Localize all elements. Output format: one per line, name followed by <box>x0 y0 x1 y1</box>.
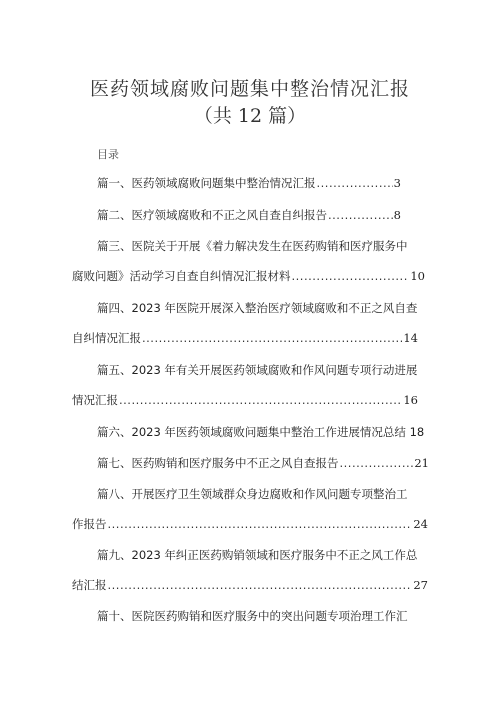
toc-entry-text: 篇二、医疗领域腐败和不正之风自查自纠报告 <box>97 208 327 222</box>
toc-entry-page: 16 <box>403 393 418 407</box>
toc-leader-dots <box>108 578 413 592</box>
toc-entry-text: 篇七、医药购销和医疗服务中不正之风自查报告 <box>97 456 339 470</box>
toc-entry <box>97 238 408 254</box>
toc-entry-text: 情况汇报 <box>72 393 118 407</box>
toc-leader-dots <box>292 269 410 283</box>
toc-entry-page: 10 <box>410 269 425 283</box>
toc-leader-dots <box>108 517 413 531</box>
toc-entry-text: 篇十、医院医药购销和医疗服务中的突出问题专项治理工作汇 <box>97 609 408 623</box>
toc-entry-continuation <box>72 392 418 408</box>
document-title: 医药领域腐败问题集中整治情况汇报 <box>89 78 410 100</box>
toc-entry-page: 27 <box>413 578 428 592</box>
toc-entry <box>97 547 417 563</box>
toc-entry-text: 篇三、医院关于开展《着力解决发生在医药购销和医疗服务中 <box>97 239 408 253</box>
document-subtitle: （共 12 篇） <box>193 105 307 127</box>
toc-entry <box>97 486 408 502</box>
toc-leader-dots <box>119 393 402 407</box>
toc-entry-continuation <box>72 577 428 593</box>
toc-entry-continuation <box>72 516 428 532</box>
toc-entry <box>97 424 424 440</box>
toc-entry-page: 14 <box>403 331 418 345</box>
toc-entry-page: 8 <box>393 208 401 222</box>
toc-entry <box>97 300 417 316</box>
toc-label: 目录 <box>97 148 119 161</box>
toc-entry <box>97 608 408 624</box>
toc-entry-text: 篇八、开展医疗卫生领域群众身边腐败和作风问题专项整治工 <box>97 487 408 501</box>
toc-entry-text: 篇四、2023 年医院开展深入整治医疗领域腐败和不正之风自查 <box>97 301 418 315</box>
toc-entry-text: 作报告 <box>72 517 107 531</box>
toc-leader-dots <box>340 456 414 470</box>
toc-entry-text: 腐败问题》活动学习自查自纠情况汇报材料 <box>72 269 291 283</box>
toc-entry-page: 3 <box>393 176 401 190</box>
toc-entry-page: 24 <box>413 517 428 531</box>
toc-leader-dots <box>142 331 402 345</box>
toc-entry-text: 篇五、2023 年有关开展医药领域腐败和作风问题专项行动进展 <box>97 363 418 377</box>
toc-entry <box>97 455 429 471</box>
toc-entry-text: 篇六、2023 年医药领域腐败问题集中整治工作进展情况总结 18 <box>97 425 425 439</box>
toc-entry-text: 篇一、医药领域腐败问题集中整治情况汇报 <box>97 176 316 190</box>
toc-leader-dots <box>317 176 393 190</box>
toc-entry-page: 21 <box>414 456 429 470</box>
toc-entry <box>97 362 417 378</box>
toc-entry <box>97 175 401 191</box>
toc-entry-text: 篇九、2023 年纠正医药购销领域和医疗服务中不正之风工作总 <box>97 548 418 562</box>
toc-entry-continuation <box>72 330 418 346</box>
toc-entry-text: 自纠情况汇报 <box>72 331 141 345</box>
toc-entry-text: 结汇报 <box>72 578 107 592</box>
toc-entry <box>97 207 401 223</box>
toc-entry-continuation <box>72 268 425 284</box>
toc-leader-dots <box>328 208 393 222</box>
